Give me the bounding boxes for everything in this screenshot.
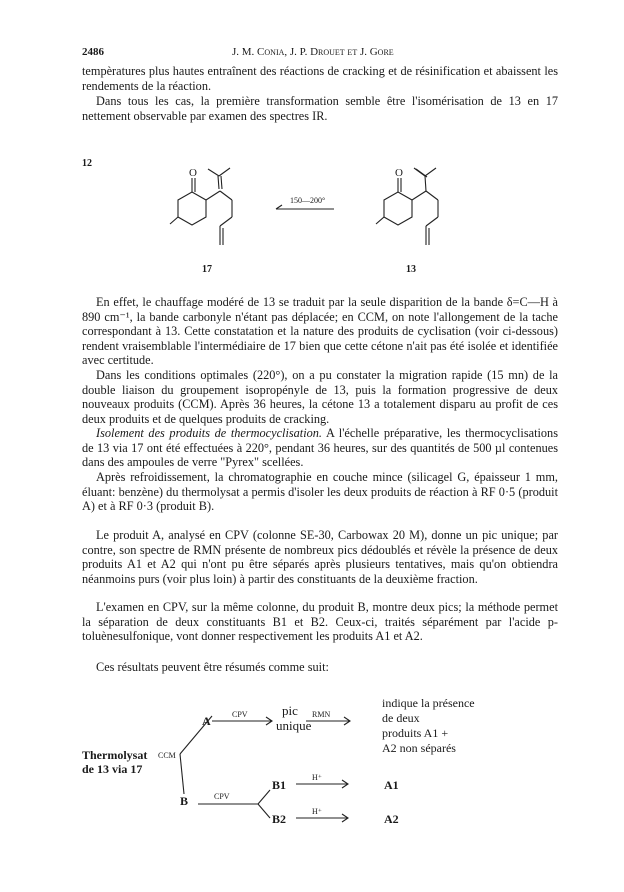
paragraph-7-text: Le produit A, analysé en CPV (colonne SE-30, Carbowax 20 M), donne un pic unique; par contre, son spectre de RMN présente de nombreux pics dédoublés et révèle la présence de deux produits A1 et A2 qui n'ont pu être séparés après plusieurs tentatives, mais qu'on obtiendra néanmoins purs (voir plus loin) à partir des constituants de la deuxième fraction.	[82, 528, 558, 586]
scheme-A1: A1	[384, 778, 399, 792]
paragraph-3-text: En effet, le chauffage modéré de 13 se traduit par la seule disparition de la bande δ=C—H à 890 cm⁻¹, la bande carbonyle n'étant pas déplacée; en CCM, on note l'allongement de la tache correspondant à 13. Cette constatation et la nature des produits de cyclisation (voir ci-dessous) rendent vraisemblable l'intermédiaire de 17 bien que cette cétone n'ait pas été isolée et identifiée avec certitude.	[82, 295, 558, 367]
paragraph-6-text: Après refroidissement, la chromatographie en couche mince (silicagel G, épaisseur 1 mm, éluant: benzène) du thermolysat a permis d'isoler les deux produits de réaction à RF 0·5 (produit A) et à RF 0·3 (produit B).	[82, 470, 558, 513]
scheme-acid-2: H⁺	[312, 807, 322, 816]
scheme-rmn: RMN	[312, 710, 331, 719]
paragraph-9-text: Ces résultats peuvent être résumés comme suit:	[96, 660, 329, 674]
scheme-cpv-top: CPV	[232, 710, 248, 719]
scheme-product-B: B	[180, 794, 189, 808]
scheme-product-A: A	[202, 714, 211, 728]
scheme-result-4: A2 non séparés	[382, 741, 456, 755]
paragraph-5-title: Isolement des produits de thermocyclisation.	[96, 426, 322, 440]
scheme-label: 12	[82, 158, 92, 169]
compound-17-label: 17	[202, 264, 212, 275]
scheme-cpv-bottom: CPV	[214, 792, 230, 801]
arrow-condition: 150—200°	[290, 196, 326, 205]
paragraph-1: tempèratures plus hautes entraînent des réactions de cracking et de résinification et abaissent les rendements de la réaction.	[82, 64, 558, 93]
scheme-start-line1: Thermolysat	[82, 748, 148, 762]
scheme-result-1: indique la présence	[382, 696, 475, 710]
oxygen-label-right: O	[395, 167, 403, 179]
paragraph-5-text: A l'échelle préparative, les thermocyclisations de 13 via 17 ont été effectuées à 220°, pendant 36 heures, sur des quantités de 500 µl contenues dans des ampoules de verre "Pyrex" scellées.	[82, 426, 558, 469]
scheme-start-line2: de 13 via 17	[82, 762, 143, 776]
paragraph-8-text: L'examen en CPV, sur la même colonne, du produit B, montre deux pics; la méthode permet la séparation de deux constituants B1 et B2. Ceux-ci, traités séparément par l'acide p-toluènesulfonique, vont donner respectivement les produits A1 et A2.	[82, 600, 558, 643]
scheme-acid-1: H⁺	[312, 773, 322, 782]
compound-13-label: 13	[406, 264, 416, 275]
oxygen-label-left: O	[189, 167, 197, 179]
scheme-result-3: produits A1 +	[382, 726, 449, 740]
scheme-pic: pic	[282, 703, 298, 718]
scheme-B1: B1	[272, 778, 287, 792]
scheme-unique: unique	[276, 718, 312, 733]
paragraph-2-text: Dans tous les cas, la première transformation semble être l'isomérisation de 13 en 17 nettement observable par examen des spectres IR.	[82, 94, 558, 123]
running-head-authors: J. M. Conia, J. P. Drouet et J. Gore	[232, 46, 394, 58]
page-number: 2486	[82, 46, 104, 58]
scheme-A2: A2	[384, 812, 399, 826]
scheme-B2: B2	[272, 812, 287, 826]
scheme-ccm-label: CCM	[158, 751, 176, 760]
paragraph-4-text: Dans les conditions optimales (220°), on a pu constater la migration rapide (15 mn) de la double liaison du groupement isopropényle de 13, puis la formation progressive de deux nouveaux produits (CCM). Après 36 heures, la cétone 13 a totalement disparu au profit de ces deux produits et de quelques produits de cracking.	[82, 368, 558, 426]
scheme-result-2: de deux	[382, 711, 420, 725]
